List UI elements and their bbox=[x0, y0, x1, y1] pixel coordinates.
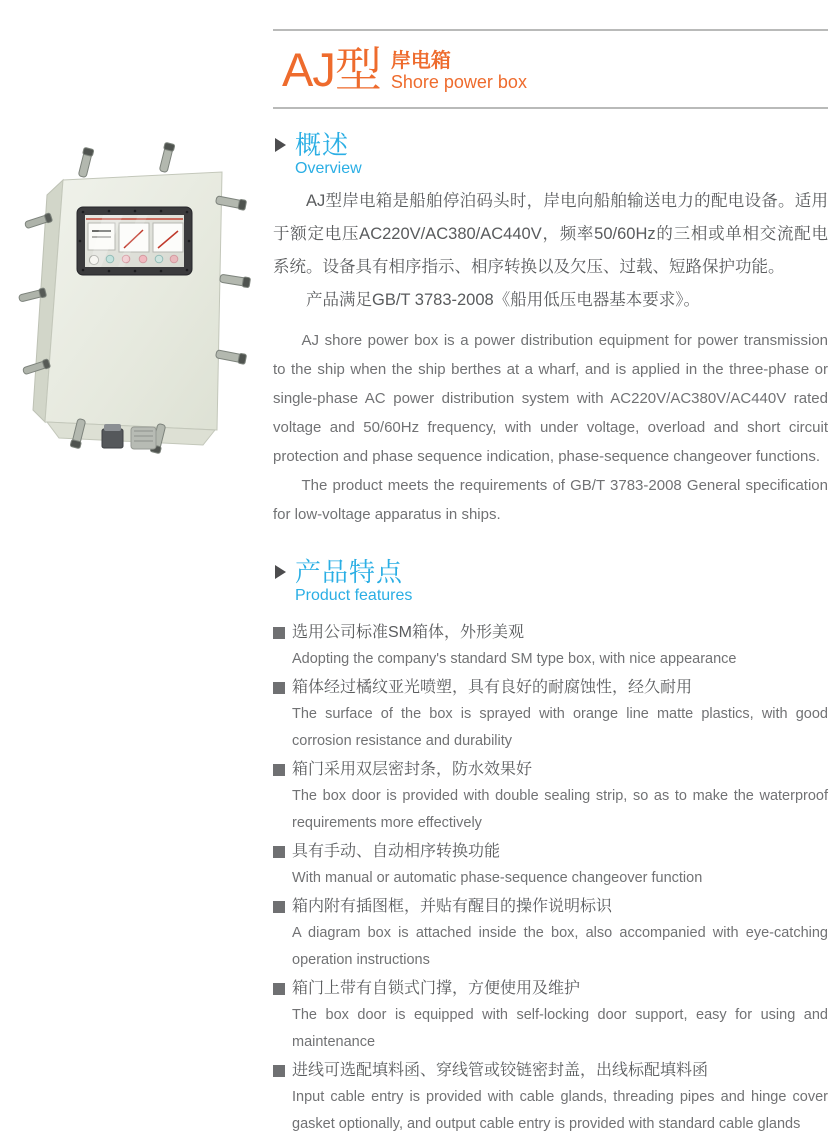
feature-list bbox=[273, 619, 828, 1138]
feature-line-zh bbox=[273, 975, 828, 1002]
product-name-en: Shore power box bbox=[390, 72, 527, 92]
overview-heading-zh: 概述 bbox=[295, 130, 350, 160]
overview-paragraph-zh: AJ型岸电箱是船舶停泊码头时，岸电向船舶输送电力的配电设备。适用于额定电压AC220V/AC380/AC440V，频率50/60Hz的三相或单相交流配电系统。设备具有相序指示、相序转换以及欠压、过载、短路保护功能。 bbox=[273, 192, 828, 276]
feature-text-en: Input cable entry is provided with cable glands, threading pipes and hinge cover gasket optionally, and output cable entry is provided with standard cable glands bbox=[292, 1089, 828, 1132]
square-bullet-icon bbox=[273, 1065, 285, 1077]
feature-text-zh: 箱门采用双层密封条，防水效果好 bbox=[292, 761, 533, 778]
feature-line-zh bbox=[273, 1057, 828, 1084]
title-divider-line bbox=[273, 107, 828, 109]
features-heading-zh: 产品特点 bbox=[295, 557, 404, 587]
feature-line-zh bbox=[273, 674, 828, 701]
square-bullet-icon bbox=[273, 846, 285, 858]
feature-text-zh: 具有手动、自动相序转换功能 bbox=[292, 843, 501, 860]
feature-item bbox=[273, 975, 828, 1056]
feature-item bbox=[273, 619, 828, 673]
square-bullet-icon bbox=[273, 682, 285, 694]
feature-text-en: The box door is equipped with self-locking door support, easy for using and maintenance bbox=[292, 1007, 828, 1050]
feature-line-zh bbox=[273, 619, 828, 646]
feature-item bbox=[273, 1057, 828, 1138]
section-arrow-icon bbox=[275, 138, 286, 152]
shore-power-box-illustration bbox=[6, 138, 256, 460]
product-name-zh: 岸电箱 bbox=[390, 50, 451, 72]
overview-paragraphs-en bbox=[273, 326, 828, 529]
main-content bbox=[273, 131, 828, 1139]
features-heading bbox=[273, 558, 828, 606]
square-bullet-icon bbox=[273, 627, 285, 639]
square-bullet-icon bbox=[273, 983, 285, 995]
feature-line-zh bbox=[273, 756, 828, 783]
feature-text-en: A diagram box is attached inside the box, also accompanied with eye-catching operation instructions bbox=[292, 925, 828, 968]
square-bullet-icon bbox=[273, 901, 285, 913]
overview-heading bbox=[273, 131, 828, 179]
feature-line-zh bbox=[273, 893, 828, 920]
overview-paragraph-en: The product meets the requirements of GB/T 3783-2008 General specification for low-voltage apparatus in ships. bbox=[273, 477, 828, 523]
square-bullet-icon bbox=[273, 764, 285, 776]
feature-text-en: With manual or automatic phase-sequence changeover function bbox=[292, 870, 703, 886]
overview-paragraph-zh: 产品满足GB/T 3783-2008《船用低压电器基本要求》。 bbox=[306, 291, 700, 309]
overview-heading-en: Overview bbox=[295, 160, 362, 177]
feature-text-zh: 箱内附有插图框，并贴有醒目的操作说明标识 bbox=[292, 898, 613, 915]
feature-text-en: The surface of the box is sprayed with orange line matte plastics, with good corrosion resistance and durability bbox=[292, 706, 828, 749]
feature-item bbox=[273, 838, 828, 892]
top-divider-line bbox=[273, 29, 828, 31]
feature-text-zh: 选用公司标准SM箱体，外形美观 bbox=[292, 624, 525, 641]
feature-text-en: Adopting the company's standard SM type box, with nice appearance bbox=[292, 651, 737, 667]
section-arrow-icon bbox=[275, 565, 286, 579]
overview-paragraph-en: AJ shore power box is a power distribution equipment for power transmission to the ship when the ship berthes at a wharf, and is applied in the three-phase or single-phase AC power distribution system with AC220V/AC380V/AC440V rated voltage and 50/60Hz frequency, with under voltage, overload and short circuit protection and phase sequence indication, phase-sequence changeover functions. bbox=[273, 332, 828, 465]
feature-item bbox=[273, 893, 828, 974]
feature-item bbox=[273, 756, 828, 837]
meter-window-panel bbox=[77, 207, 192, 275]
product-model: AJ型 bbox=[282, 43, 381, 96]
product-photo bbox=[6, 138, 256, 460]
feature-text-zh: 箱体经过橘纹亚光喷塑，具有良好的耐腐蚀性，经久耐用 bbox=[292, 679, 693, 696]
overview-paragraphs-zh bbox=[273, 185, 828, 317]
overview-section bbox=[273, 131, 828, 529]
feature-text-en: The box door is provided with double sealing strip, so as to make the waterproof requirements more effectively bbox=[292, 788, 828, 831]
features-heading-en: Product features bbox=[295, 587, 413, 604]
page-title bbox=[282, 44, 527, 96]
feature-text-zh: 箱门上带有自锁式门撑，方便使用及维护 bbox=[292, 980, 581, 997]
feature-text-zh: 进线可选配填料函、穿线管或铰链密封盖，出线标配填料函 bbox=[292, 1062, 709, 1079]
feature-item bbox=[273, 674, 828, 755]
features-section bbox=[273, 558, 828, 1138]
feature-line-zh bbox=[273, 838, 828, 865]
